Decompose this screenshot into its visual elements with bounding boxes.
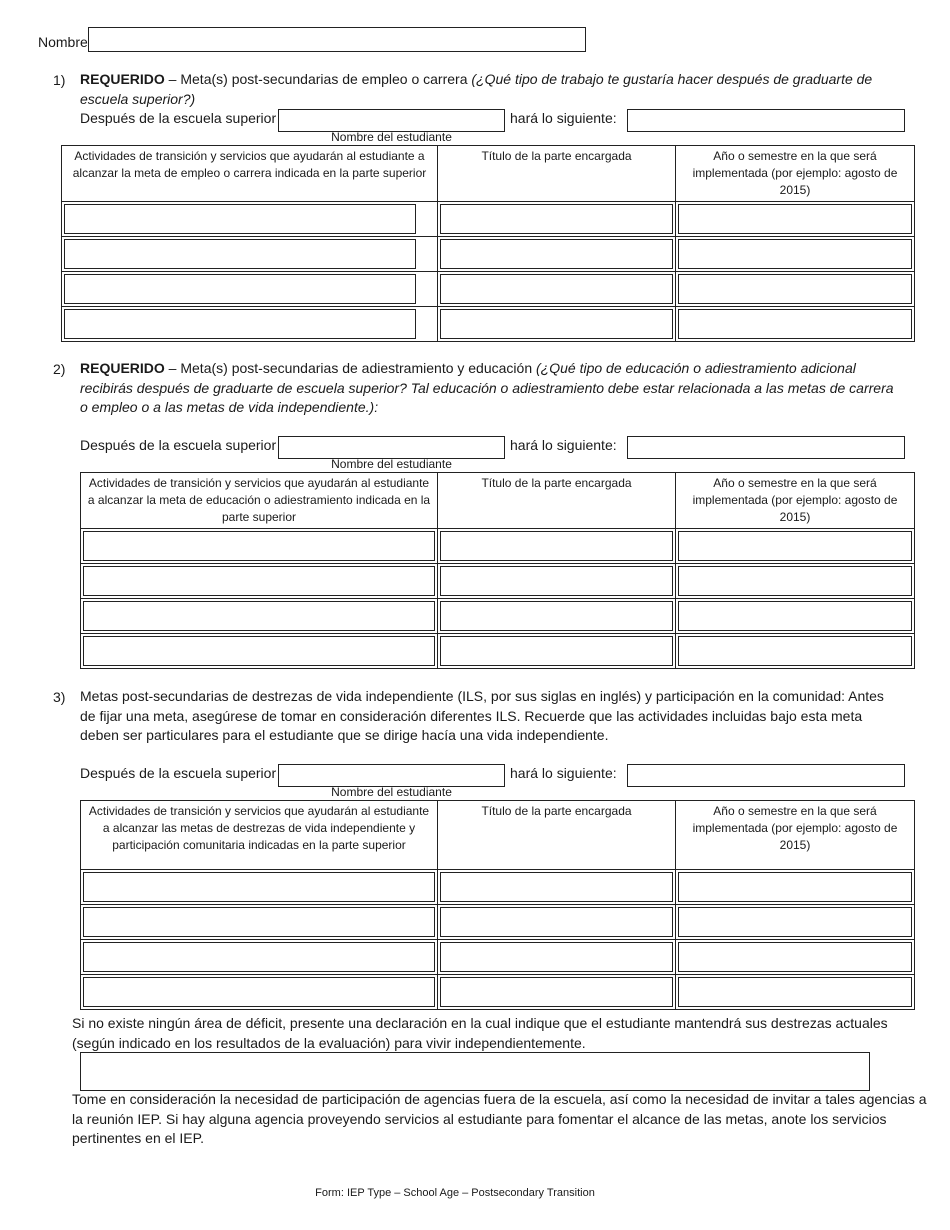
will-do-label-3: hará lo siguiente:: [510, 765, 617, 781]
section-1-number: 1): [53, 72, 66, 88]
date-input[interactable]: [678, 977, 912, 1007]
col-activities-2: Actividades de transición y servicios que ayudarán al estudiante a alcanzar la meta de educación o adiestramiento indicada en la parte superior: [81, 473, 438, 529]
col-activities-3: Actividades de transición y servicios que ayudarán al estudiante a alcanzar las metas de destrezas de vida independiente y participación comunitaria indicadas en la parte superior: [81, 801, 438, 870]
party-input[interactable]: [440, 977, 673, 1007]
section-2-question: (¿Qué tipo de educación o adiestramiento adicional recibirás después de graduarte de escuela superior? Tal educación o adiestramiento debe estar relacionada a las metas de carrera o empleo o a las metas de vida independiente.):: [80, 360, 894, 415]
goal-input-3[interactable]: [627, 764, 905, 787]
col-party-2: Título de la parte encargada: [438, 473, 676, 529]
activity-input[interactable]: [83, 531, 435, 561]
party-input[interactable]: [440, 566, 673, 596]
date-input[interactable]: [678, 601, 912, 631]
date-input[interactable]: [678, 942, 912, 972]
table-row: [62, 237, 915, 272]
section-3-text: Metas post-secundarias de destrezas de vida independiente (ILS, por sus siglas en inglés) y participación en la comunidad: Antes de fijar una meta, asegúrese de tomar en consideración diferentes ILS. Recuerde que las actividades incluidas bajo esta meta deben ser particulares para el estudiante que se dirige hacía una vida independiente.: [80, 688, 884, 743]
will-do-label-1: hará lo siguiente:: [510, 110, 617, 126]
activity-input[interactable]: [64, 204, 416, 234]
table-row: [62, 272, 915, 307]
table-row: [81, 975, 915, 1010]
col-date-1: Año o semestre en la que será implementada (por ejemplo: agosto de 2015): [676, 146, 915, 202]
section-1-title: – Meta(s) post-secundarias de empleo o carrera: [164, 71, 472, 87]
after-school-label-1: Después de la escuela superior: [80, 110, 277, 126]
student-name-input-2[interactable]: [278, 436, 505, 459]
col-activities-1: Actividades de transición y servicios que ayudarán al estudiante a alcanzar la meta de empleo o carrera indicada en la parte superior: [62, 146, 438, 202]
activity-input[interactable]: [83, 566, 435, 596]
date-input[interactable]: [678, 204, 912, 234]
party-input[interactable]: [440, 872, 673, 902]
table-row: [81, 905, 915, 940]
activities-table-1: [61, 145, 915, 342]
student-name-caption-1: Nombre del estudiante: [331, 130, 452, 144]
goal-input-1[interactable]: [627, 109, 905, 132]
date-input[interactable]: [678, 907, 912, 937]
party-input[interactable]: [440, 274, 673, 304]
section-1-required: REQUERIDO: [80, 71, 165, 87]
student-name-caption-2: Nombre del estudiante: [331, 457, 452, 471]
deficit-note: Si no existe ningún área de déficit, presente una declaración en la cual indique que el estudiante mantendrá sus destrezas actuales (según indicado en los resultados de la evaluación) para vivir independientemente.: [72, 1015, 888, 1051]
goal-input-2[interactable]: [627, 436, 905, 459]
table-row: [81, 599, 915, 634]
date-input[interactable]: [678, 636, 912, 666]
table-row: [81, 634, 915, 669]
party-input[interactable]: [440, 907, 673, 937]
col-date-2: Año o semestre en la que será implementada (por ejemplo: agosto de 2015): [676, 473, 915, 529]
activity-input[interactable]: [83, 907, 435, 937]
after-school-label-2: Después de la escuela superior: [80, 437, 277, 453]
student-name-caption-3: Nombre del estudiante: [331, 785, 452, 799]
activity-input[interactable]: [83, 942, 435, 972]
name-input[interactable]: [88, 27, 586, 52]
student-name-input-3[interactable]: [278, 764, 505, 787]
section-2-title: – Meta(s) post-secundarias de adiestramiento y educación: [164, 360, 536, 376]
party-input[interactable]: [440, 239, 673, 269]
party-input[interactable]: [440, 204, 673, 234]
party-input[interactable]: [440, 942, 673, 972]
date-input[interactable]: [678, 274, 912, 304]
party-input[interactable]: [440, 601, 673, 631]
table-row: [81, 564, 915, 599]
activities-table-3: [80, 800, 915, 1010]
agencies-note: Tome en consideración la necesidad de participación de agencias fuera de la escuela, así como la necesidad de invitar a tales agencias a la reunión IEP. Si hay alguna agencia proveyendo servicios al estudiante para fomentar el alcance de las metas, anote los servicios pertinentes en el IEP.: [72, 1091, 927, 1146]
table-row: [62, 307, 915, 342]
table-row: [62, 202, 915, 237]
table-row: [81, 940, 915, 975]
party-input[interactable]: [440, 309, 673, 339]
after-school-label-3: Después de la escuela superior: [80, 765, 277, 781]
activity-input[interactable]: [83, 636, 435, 666]
table-row: [81, 870, 915, 905]
student-name-input-1[interactable]: [278, 109, 505, 132]
table-row: [81, 529, 915, 564]
date-input[interactable]: [678, 872, 912, 902]
col-date-3: Año o semestre en la que será implementada (por ejemplo: agosto de 2015): [676, 801, 915, 870]
section-2-number: 2): [53, 361, 66, 377]
section-1-question: (¿Qué tipo de trabajo te gustaría hacer después de graduarte de escuela superior?): [80, 71, 873, 107]
section-1-heading: [80, 70, 895, 109]
date-input[interactable]: [678, 566, 912, 596]
section-2-heading: [80, 359, 900, 418]
name-label: Nombre: [38, 34, 88, 50]
date-input[interactable]: [678, 531, 912, 561]
activities-table-2: [80, 472, 915, 669]
date-input[interactable]: [678, 239, 912, 269]
activity-input[interactable]: [83, 601, 435, 631]
activity-input[interactable]: [64, 309, 416, 339]
will-do-label-2: hará lo siguiente:: [510, 437, 617, 453]
party-input[interactable]: [440, 531, 673, 561]
activity-input[interactable]: [83, 977, 435, 1007]
date-input[interactable]: [678, 309, 912, 339]
form-footer: Form: IEP Type – School Age – Postsecondary Transition: [315, 1187, 595, 1199]
section-3-number: 3): [53, 689, 66, 705]
activity-input[interactable]: [83, 872, 435, 902]
party-input[interactable]: [440, 636, 673, 666]
activity-input[interactable]: [64, 274, 416, 304]
activity-input[interactable]: [64, 239, 416, 269]
deficit-statement-input[interactable]: [80, 1052, 870, 1091]
col-party-1: Título de la parte encargada: [438, 146, 676, 202]
col-party-3: Título de la parte encargada: [438, 801, 676, 870]
section-2-required: REQUERIDO: [80, 360, 165, 376]
